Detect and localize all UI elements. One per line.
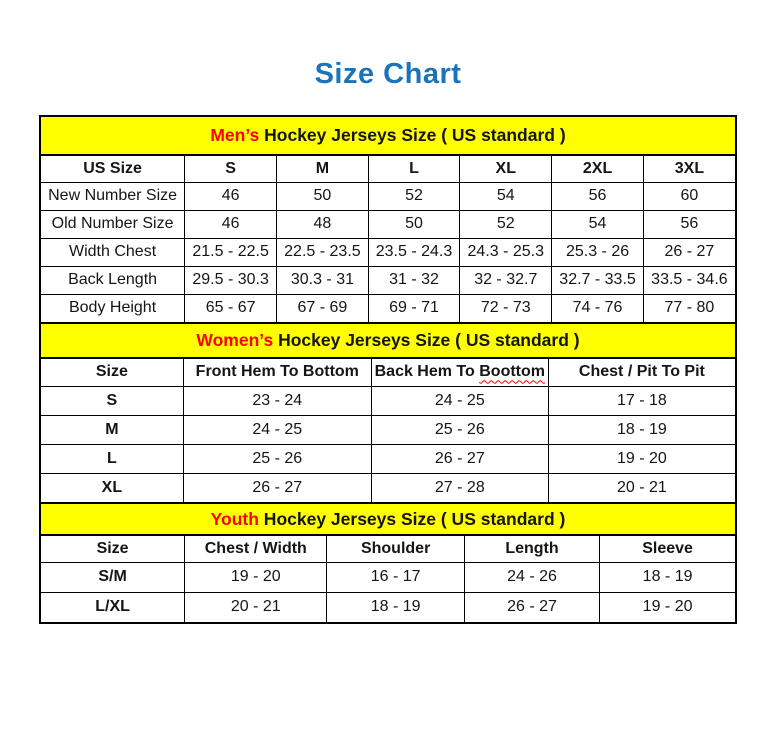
column-header: US Size	[41, 156, 185, 182]
column-header: 2XL	[552, 156, 644, 182]
section-title	[196, 330, 579, 351]
table-row	[41, 444, 735, 473]
cell: 32 - 32.7	[460, 266, 552, 294]
cell: 20 - 21	[548, 473, 735, 502]
header-row	[41, 359, 735, 386]
header-row	[41, 536, 735, 562]
cell: 33.5 - 34.6	[643, 266, 735, 294]
row-label: S	[41, 386, 183, 415]
cell: 19 - 20	[185, 562, 327, 592]
cell: 25 - 26	[183, 444, 371, 473]
section-mens	[41, 117, 735, 322]
cell: 23.5 - 24.3	[368, 238, 460, 266]
cell: 18 - 19	[600, 562, 735, 592]
row-label: Back Length	[41, 266, 185, 294]
cell: 23 - 24	[183, 386, 371, 415]
misspelled-word: Boottom	[479, 363, 545, 381]
column-header: Length	[464, 536, 599, 562]
cell: 48	[277, 210, 369, 238]
cell: 72 - 73	[460, 294, 552, 322]
cell: 77 - 80	[643, 294, 735, 322]
cell: 18 - 19	[548, 415, 735, 444]
cell: 50	[277, 182, 369, 210]
section-header-youth	[41, 504, 735, 536]
row-label: M	[41, 415, 183, 444]
cell: 26 - 27	[371, 444, 548, 473]
section-title-accent: Youth	[210, 508, 259, 529]
mens-size-table	[41, 156, 735, 322]
cell: 19 - 20	[600, 592, 735, 622]
section-title-accent: Women’s	[196, 330, 274, 350]
cell: 54	[552, 210, 644, 238]
cell: 27 - 28	[371, 473, 548, 502]
column-header: Shoulder	[327, 536, 464, 562]
cell: 52	[460, 210, 552, 238]
column-header: Chest / Pit To Pit	[548, 359, 735, 386]
column-header: M	[277, 156, 369, 182]
table-row	[41, 473, 735, 502]
row-label: New Number Size	[41, 182, 185, 210]
row-label: L	[41, 444, 183, 473]
cell: 24 - 26	[464, 562, 599, 592]
column-header: Size	[41, 536, 185, 562]
cell: 50	[368, 210, 460, 238]
section-header-womens	[41, 324, 735, 359]
row-label: Old Number Size	[41, 210, 185, 238]
header-row	[41, 156, 735, 182]
cell: 67 - 69	[277, 294, 369, 322]
cell: 18 - 19	[327, 592, 464, 622]
page-title: Size Chart	[314, 58, 462, 90]
column-header: L	[368, 156, 460, 182]
cell: 56	[552, 182, 644, 210]
page	[0, 58, 776, 624]
cell: 46	[185, 210, 277, 238]
table-row	[41, 210, 735, 238]
column-header: Sleeve	[600, 536, 735, 562]
section-youth	[41, 502, 735, 622]
cell: 24.3 - 25.3	[460, 238, 552, 266]
section-title	[210, 125, 565, 146]
cell: 24 - 25	[183, 415, 371, 444]
section-womens	[41, 322, 735, 502]
cell: 21.5 - 22.5	[185, 238, 277, 266]
cell: 32.7 - 33.5	[552, 266, 644, 294]
cell: 31 - 32	[368, 266, 460, 294]
table-row	[41, 562, 735, 592]
cell: 46	[185, 182, 277, 210]
cell: 25.3 - 26	[552, 238, 644, 266]
row-label: S/M	[41, 562, 185, 592]
column-header: XL	[460, 156, 552, 182]
size-chart	[39, 115, 737, 624]
column-header: Chest / Width	[185, 536, 327, 562]
column-header: Back Hem To Boottom	[371, 359, 548, 386]
cell: 56	[643, 210, 735, 238]
cell: 20 - 21	[185, 592, 327, 622]
section-header-mens	[41, 117, 735, 156]
section-title-accent: Men’s	[210, 125, 260, 145]
cell: 24 - 25	[371, 386, 548, 415]
column-header: 3XL	[643, 156, 735, 182]
row-label: Width Chest	[41, 238, 185, 266]
cell: 69 - 71	[368, 294, 460, 322]
cell: 16 - 17	[327, 562, 464, 592]
row-label: Body Height	[41, 294, 185, 322]
cell: 74 - 76	[552, 294, 644, 322]
cell: 26 - 27	[464, 592, 599, 622]
table-row	[41, 182, 735, 210]
cell: 22.5 - 23.5	[277, 238, 369, 266]
column-header: Size	[41, 359, 183, 386]
column-header: Front Hem To Bottom	[183, 359, 371, 386]
table-row	[41, 592, 735, 622]
table-row	[41, 386, 735, 415]
table-row	[41, 415, 735, 444]
row-label: L/XL	[41, 592, 185, 622]
youth-size-table	[41, 536, 735, 622]
section-title	[211, 509, 566, 530]
table-row	[41, 238, 735, 266]
cell: 26 - 27	[183, 473, 371, 502]
cell: 60	[643, 182, 735, 210]
cell: 17 - 18	[548, 386, 735, 415]
table-row	[41, 266, 735, 294]
row-label: XL	[41, 473, 183, 502]
cell: 54	[460, 182, 552, 210]
column-header: S	[185, 156, 277, 182]
cell: 29.5 - 30.3	[185, 266, 277, 294]
section-title-rest: Hockey Jerseys Size ( US standard )	[258, 508, 566, 529]
section-title-rest: Hockey Jerseys Size ( US standard )	[273, 330, 580, 350]
cell: 30.3 - 31	[277, 266, 369, 294]
cell: 19 - 20	[548, 444, 735, 473]
cell: 26 - 27	[643, 238, 735, 266]
section-title-rest: Hockey Jerseys Size ( US standard )	[259, 125, 566, 145]
cell: 65 - 67	[185, 294, 277, 322]
cell: 25 - 26	[371, 415, 548, 444]
table-row	[41, 294, 735, 322]
cell: 52	[368, 182, 460, 210]
womens-size-table	[41, 359, 735, 502]
